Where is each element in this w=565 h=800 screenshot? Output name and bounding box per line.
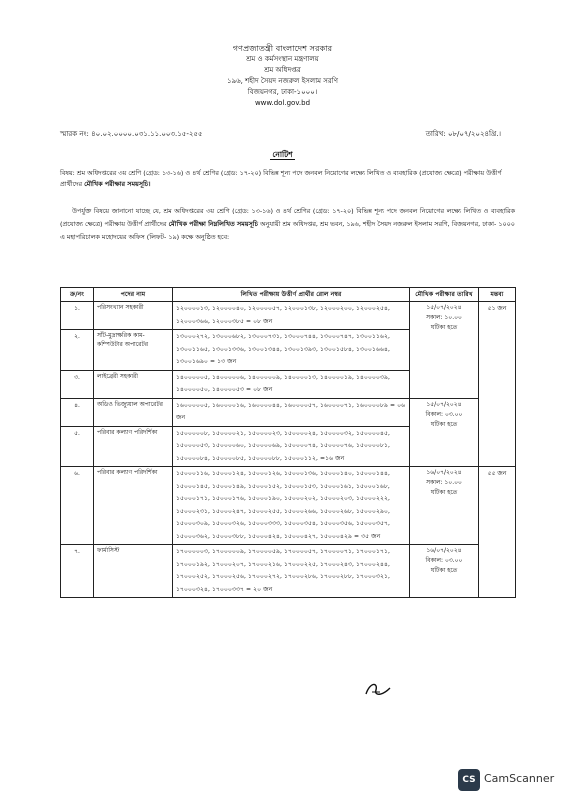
address-line-2: বিজয়নগর, ঢাকা-১০০০। xyxy=(247,88,318,96)
viva-schedule-table xyxy=(60,287,516,598)
row-sl: ৪. xyxy=(61,398,94,426)
row-sl: ৬. xyxy=(61,467,94,545)
header-sl: ক্র/নং xyxy=(61,288,94,302)
subject-bold: মৌখিক পরীক্ষার সময়সূচি। xyxy=(84,180,151,188)
website: www.dol.gov.bd xyxy=(254,99,311,107)
header-remarks: মন্তব্য xyxy=(479,288,516,302)
row-post: পরিবার কল্যাণ পরিদর্শিকা xyxy=(94,467,173,545)
camscanner-watermark: CamScanner xyxy=(484,772,555,785)
subject-label: বিষয়: xyxy=(60,169,75,177)
table-row xyxy=(61,545,516,598)
memo-number: স্মারক নং: ৪০.০২.০০০০.০৩১.১১.০০৩.১৫-২৫৫ xyxy=(60,130,203,138)
body-paragraph xyxy=(60,205,515,244)
govt-name: গণপ্রজাতন্ত্রী বাংলাদেশ সরকার xyxy=(232,43,333,53)
row-rolls: ১৩০০০২৭২, ১৩০০০৬৮২, ১৩০০০৭৩১, ১৩০০০৭৪৪, ১৩০০০৭৪৭, ১৩০০১১৬২, ১৩০০১১৬৫, ১৩০০১৩৩৬, ১৩০০১৩৪৪, ১৩০০১৩৯৩, ১৩০০১৫৮৪, ১৩০০১৬৬৪, ১৩০০১৬৯০ = ১৩ জন xyxy=(173,330,410,371)
schedule-cell: ১৬/০৭/২০২৪ সকাল: ১০.০০ ঘটিকা হতে xyxy=(410,467,479,545)
notice-title: নোটিশ xyxy=(272,150,293,159)
schedule-cell: ১৫/০৭/২০২৪ সকাল: ১০.০০ ঘটিকা হতে xyxy=(410,302,479,399)
row-rolls: ১৭০০০০০৩, ১৭০০০০০৯, ১৭০০০০৫৯, ১৭০০০০৫৭, ১৭০০০০৭১, ১৭০০০১৭১, ১৭০০০১৯২, ১৭০০০২০৭, ১৭০০০২১৬, ১৭০০০২২৫, ১৭০০০২৪৩, ১৭০০০২৪৪, ১৭০০০২৫২, ১৭০০০২৫৬, ১৭০০০২৭২, ১৭০০০২৮৬, ১৭০০০২৮৮, ১৭০০০৩২১, ১৭০০০৩২৪, ১৭০০০৩৩৭ = ২০ জন xyxy=(173,545,410,598)
table-header-row xyxy=(61,288,516,302)
row-rolls: ১৫০০০০০৮, ১৫০০০০২১, ১৫০০০০২৩, ১৫০০০০২৪, ১৫০০০০৩২, ১৫০০০০৪৫, ১৫০০০০৫৩, ১৫০০০০৬০, ১৫০০০০৬৯, ১৫০০০০৭৪, ১৫০০০০৭৬, ১৫০০০০৮১, ১৫০০০০৮৪, ১৫০০০০৮৫, ১৫০০০০৮৮, ১৫০০০১১২, =১৬ জন xyxy=(173,426,410,467)
subject-line xyxy=(60,168,515,190)
department-name: শ্রম অধিদপ্তর xyxy=(264,66,301,74)
row-sl: ৭. xyxy=(61,545,94,598)
issue-date: তারিখ: ০৮/০৭/২০২৪খ্রি.। xyxy=(425,130,501,138)
body-text-1: উপর্যুক্ত বিষয়ে জানানো যাচ্ছে যে, শ্রম অধিদপ্তরের ৩য় শ্রেণি (গ্রেড: ১৩-১৬) ও ৪র্থ শ্রেণির (গ্রেড: ১৭-২০) বিভিন্ন শূন্য পদে জনবল নিয়োগের লক্ষ্যে লিখিত ও ব্যবহারিক (প্রযোজ্য ক্ষেত্রে) পরীক্ষায় উত্তীর্ণ প্রার্থীদের xyxy=(60,207,515,228)
table-row xyxy=(61,398,516,426)
row-sl: ৩. xyxy=(61,370,94,398)
row-rolls: ১৫০০০১১৬, ১৫০০০১২৪, ১৫০০০১২৬, ১৫০০০১৩৬, ১৫০০০১৪০, ১৫০০০১৪৪, ১৫০০০১৪৫, ১৫০০০১৪৯, ১৫০০০১৫২, ১৫০০০১৫৩, ১৫০০০১৬১, ১৫০০০১৬৮, ১৫০০০১৭১, ১৫০০০১৭৬, ১৫০০০১৯০, ১৫০০০২০২, ১৫০০০২০৩, ১৫০০০২২২, ১৫০০০২৩১, ১৫০০০২৪৭, ১৫০০০২৫৫, ১৫০০০২৬৬, ১৫০০০২৬৮, ১৫০০০২৯০, ১৫০০০৩০৯, ১৫০০০৩২৬, ১৫০০০৩৩৩, ১৫০০০৩৫৪, ১৫০০০৩৫৬, ১৫০০০৩৫৭, ১৫০০০৩৬২, ১৫০০০৩৮৮, ১৫০০০৪২৪, ১৫০০০৪২৭, ১৫০০০৪২৯ = ৩৫ জন xyxy=(173,467,410,545)
header-rolls: লিখিত পরীক্ষায় উত্তীর্ণ প্রার্থীর রোল নম্বর xyxy=(173,288,410,302)
row-sl: ৫. xyxy=(61,426,94,467)
header-schedule: মৌখিক পরীক্ষার তারিখ xyxy=(410,288,479,302)
letterhead xyxy=(0,42,565,109)
schedule-cell: ১৬/০৭/২০২৪ বিকাল: ০৩.০০ ঘটিকা হতে xyxy=(410,545,479,598)
table-row xyxy=(61,467,516,545)
subject-text: শ্রম অধিদপ্তরের ৩য় শ্রেণি (গ্রেড: ১৩-১৬) ও ৪র্থ শ্রেণির (গ্রেড: ১৭-২০) বিভিন্ন শূন্য পদে জনবল নিয়োগের লক্ষ্যে লিখিত ও ব্যবহারিক (প্রযোজ্য ক্ষেত্রে) পরীক্ষায় উত্তীর্ণ প্রার্থীদের xyxy=(60,169,502,188)
schedule-cell: ১৫/০৭/২০২৪ বিকাল: ০৩.০০ ঘটিকা হতে xyxy=(410,398,479,467)
body-bold: মৌখিক পরীক্ষা নিম্নলিখিত সময়সূচি xyxy=(168,220,258,228)
row-post: সাঁট-মুদ্রাক্ষরিক কাম-কম্পিউটার অপারেটর xyxy=(94,330,173,371)
row-rolls: ১৪০০০০০৫, ১৪০০০০০৬, ১৪০০০০০৯, ১৪০০০০১৩, ১৪০০০০১৯, ১৪০০০০৩৯, ১৪০০০০৫০, ১৪০০০০৫৩ = ০৮ জন xyxy=(173,370,410,398)
row-sl: ২. xyxy=(61,330,94,371)
row-post: অডিও ভিজ্যুয়াল অপারেটর xyxy=(94,398,173,426)
row-rolls: ১২০০০০১৩, ১২০০০০৪০, ১২০০০০৫৭, ১২০০০১৩৮, ১২০০০২০০, ১২০০০২৫৪, ১২০০০৩৬৬, ১২০০০৩৮৫ = ০৮ জন xyxy=(173,302,410,330)
camscanner-logo-icon: CS xyxy=(458,769,480,791)
remarks-cell: ৫৫ জন xyxy=(479,467,516,598)
remarks-cell: ৫১ জন xyxy=(479,302,516,467)
ministry-name: শ্রম ও কর্মসংস্থান মন্ত্রণালয় xyxy=(246,55,319,63)
table-row xyxy=(61,302,516,330)
row-sl: ১. xyxy=(61,302,94,330)
row-post: লাইব্রেরী সহকারী xyxy=(94,370,173,398)
row-post: ফার্মাসিস্ট xyxy=(94,545,173,598)
row-post: পরিবার কল্যাণ পরিদর্শিকা xyxy=(94,426,173,467)
row-post: পরিসংখ্যান সহকারী xyxy=(94,302,173,330)
address-line-1: ১৯৬, শহীদ সৈয়দ নজরুল ইসলাম সরণি xyxy=(227,77,338,85)
header-post: পদের নাম xyxy=(94,288,173,302)
row-rolls: ১৬০০০০০৫, ১৬০০০০১৬, ১৬০০০০৪৪, ১৬০০০০৫৭, ১৬০০০০৭১, ১৬০০০০৮৯ = ০৬ জন xyxy=(173,398,410,426)
signature-mark xyxy=(362,680,394,700)
body-text-2: অনুযায়ী শ্রম অধিদপ্তর, শ্রম ভবন, ১৯৬, শহীদ সৈয়দ নজরুল ইসলাম সরণি, বিজয়নগর, ঢাকা- ১০০০ এ মহাপরিচালক মহোদয়ের অফিস (লিফট- ১৯) কক্ষে অনুষ্ঠিত হবে: xyxy=(60,220,515,241)
